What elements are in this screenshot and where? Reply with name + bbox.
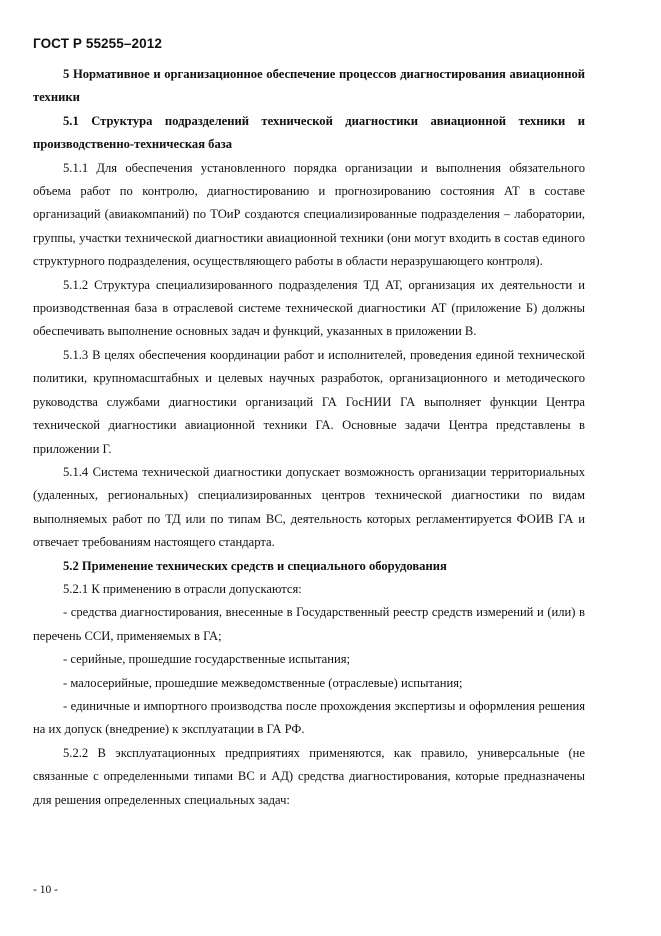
document-body (33, 63, 585, 812)
list-item: - серийные, прошедшие государственные испытания; (63, 652, 351, 667)
paragraph-5-1-1: 5.1.1 Для обеспечения установленного порядка организации и выполнения обязательного объема работ по контролю, диагностированию и прогнозированию состояния АТ в составе организаций (авиакомпаний) по ТОиР создаются специализированные подразделения – лаборатории, группы, участки технической диагностики авиационной техники (они могут входить в состав единого структурного подразделения, осуществляющего работы в области неразрушающего контроля). (33, 160, 585, 269)
paragraph-5-1-4: 5.1.4 Система технической диагностики допускает возможность организации территориальных (удаленных, региональных) специализированных центров технической диагностики по видам выполняемых работ по ТД или по типам ВС, деятельность которых регламентируется ФОИВ ГА и отвечает требованиям настоящего стандарта. (33, 464, 585, 550)
paragraph-5-2-2: 5.2.2 В эксплуатационных предприятиях применяются, как правило, универсальные (не связанные с определенными типами ВС и АД) средства диагностирования, которые предназначены для решения определенных специальных задач: (33, 745, 585, 807)
list-item: - средства диагностирования, внесенные в Государственный реестр средств измерений и (или) в перечень ССИ, применяемых в ГА; (33, 605, 585, 643)
paragraph-5-1-2: 5.1.2 Структура специализированного подразделения ТД АТ, организация их деятельности и производственная база в отраслевой системе технической диагностики АТ (приложение Б) должны обеспечивать выполнение основных задач и функций, указанных в приложении В. (33, 277, 585, 339)
section-5-heading: 5 Нормативное и организационное обеспечение процессов диагностирования авиационной техники (33, 67, 585, 105)
paragraph-5-2-1: 5.2.1 К применению в отрасли допускаются: (63, 581, 302, 596)
page-number: - 10 - (33, 884, 58, 896)
list-item: - малосерийные, прошедшие межведомственные (отраслевые) испытания; (63, 675, 463, 690)
list-item: - единичные и импортного производства после прохождения экспертизы и оформления решения на их допуск (внедрение) к эксплуатации в ГА РФ. (33, 698, 585, 737)
standard-header: ГОСТ Р 55255–2012 (33, 36, 162, 51)
section-5-2-heading: 5.2 Применение технических средств и специального оборудования (63, 558, 447, 573)
paragraph-5-1-3: 5.1.3 В целях обеспечения координации работ и исполнителей, проведения единой технической политики, крупномасштабных и целевых научных разработок, организационного и методического руководства службами диагностики организаций ГА ГосНИИ ГА выполняет функции Центра технической диагностики авиационной техники ГА. Основные задачи Центра представлены в приложении Г. (33, 347, 585, 456)
section-5-1-heading: 5.1 Структура подразделений технической диагностики авиационной техники и производственно-техническая база (33, 113, 585, 152)
